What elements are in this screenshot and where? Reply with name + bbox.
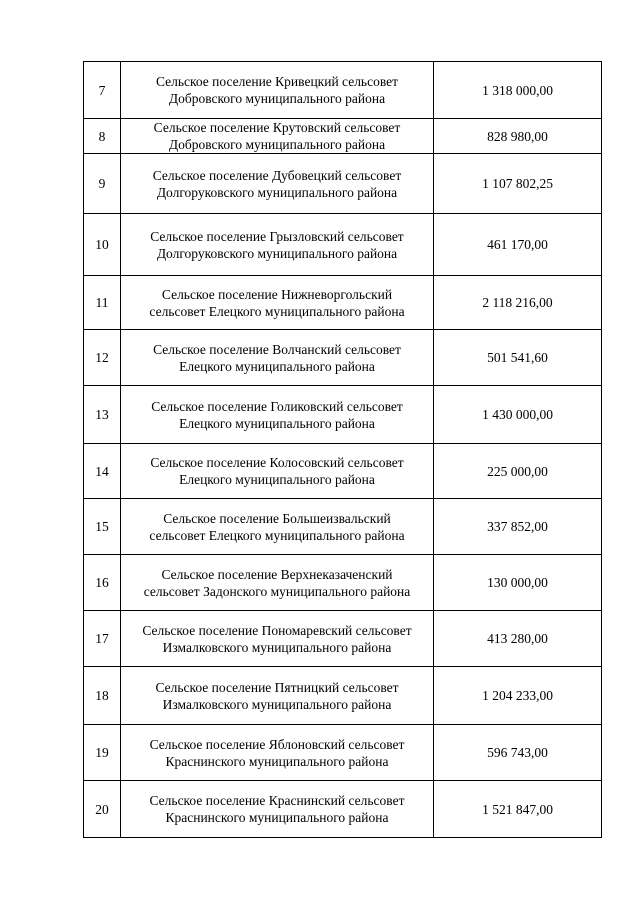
table-body: [84, 62, 602, 838]
table-row: [84, 444, 602, 499]
settlement-name-line-1: Сельское поселение Большеизвальский: [163, 510, 391, 526]
row-number: 11: [84, 276, 121, 330]
row-number: 16: [84, 555, 121, 611]
settlement-name: [121, 119, 434, 154]
settlement-name-line-1: Сельское поселение Голиковский сельсовет: [151, 398, 403, 414]
settlement-name-line-2: Измалковского муниципального района: [162, 639, 392, 655]
settlements-table: [83, 61, 602, 838]
settlement-name-line-1: Сельское поселение Верхнеказаченский: [161, 566, 393, 582]
amount-cell: 1 204 233,00: [434, 667, 602, 725]
amount-cell: 828 980,00: [434, 119, 602, 154]
settlement-name: [121, 214, 434, 276]
settlement-name-line-1: Сельское поселение Дубовецкий сельсовет: [152, 167, 402, 183]
table-row: [84, 119, 602, 154]
row-number: 15: [84, 499, 121, 555]
amount-cell: 1 521 847,00: [434, 781, 602, 838]
row-number: 9: [84, 154, 121, 214]
settlement-name: [121, 611, 434, 667]
amount-cell: 1 318 000,00: [434, 62, 602, 119]
settlement-name: [121, 330, 434, 386]
settlement-name: [121, 386, 434, 444]
settlement-name: [121, 154, 434, 214]
settlement-name: [121, 444, 434, 499]
row-number: 17: [84, 611, 121, 667]
amount-cell: 337 852,00: [434, 499, 602, 555]
amount-cell: 225 000,00: [434, 444, 602, 499]
table-row: [84, 330, 602, 386]
settlement-name-line-2: Долгоруковского муниципального района: [156, 245, 398, 261]
settlement-name: [121, 276, 434, 330]
row-number: 20: [84, 781, 121, 838]
table-row: [84, 781, 602, 838]
amount-cell: 2 118 216,00: [434, 276, 602, 330]
settlement-name-line-2: Елецкого муниципального района: [179, 358, 375, 374]
table-row: [84, 214, 602, 276]
table-row: [84, 386, 602, 444]
amount-cell: 130 000,00: [434, 555, 602, 611]
settlement-name: [121, 667, 434, 725]
settlement-name-line-2: Краснинского муниципального района: [165, 753, 389, 769]
settlement-name-line-1: Сельское поселение Кривецкий сельсовет: [155, 74, 399, 89]
settlement-name-line-2: Добровского муниципального района: [168, 91, 386, 106]
table-row: [84, 276, 602, 330]
settlement-name-line-2: Измалковского муниципального района: [162, 696, 392, 712]
settlement-name-line-1: Сельское поселение Грызловский сельсовет: [150, 228, 404, 244]
row-number: 19: [84, 725, 121, 781]
amount-cell: 1 107 802,25: [434, 154, 602, 214]
table-row: [84, 725, 602, 781]
settlement-name: [121, 555, 434, 611]
row-number: 10: [84, 214, 121, 276]
settlement-name-line-2: Краснинского муниципального района: [165, 810, 389, 825]
settlement-name-line-1: Сельское поселение Крутовский сельсовет: [153, 120, 401, 135]
amount-cell: 461 170,00: [434, 214, 602, 276]
table-row: [84, 154, 602, 214]
settlement-name-line-2: Елецкого муниципального района: [179, 472, 375, 487]
settlement-name-line-2: Долгоруковского муниципального района: [156, 184, 398, 200]
table-row: [84, 555, 602, 611]
table-row: [84, 62, 602, 119]
row-number: 7: [84, 62, 121, 119]
table-row: [84, 611, 602, 667]
amount-cell: 1 430 000,00: [434, 386, 602, 444]
settlement-name-line-2: сельсовет Задонского муниципального района: [143, 583, 411, 599]
settlement-name: [121, 62, 434, 119]
settlement-name-line-1: Сельское поселение Колосовский сельсовет: [150, 455, 404, 470]
amount-cell: 413 280,00: [434, 611, 602, 667]
settlement-name-line-1: Сельское поселение Краснинский сельсовет: [149, 793, 405, 808]
settlement-name-line-1: Сельское поселение Нижневоргольский: [161, 286, 393, 302]
settlement-name-line-2: Добровского муниципального района: [168, 137, 386, 152]
row-number: 13: [84, 386, 121, 444]
row-number: 8: [84, 119, 121, 154]
settlement-name: [121, 781, 434, 838]
table-row: [84, 667, 602, 725]
amount-cell: 596 743,00: [434, 725, 602, 781]
row-number: 12: [84, 330, 121, 386]
settlement-name-line-1: Сельское поселение Пятницкий сельсовет: [155, 679, 399, 695]
amount-cell: 501 541,60: [434, 330, 602, 386]
row-number: 18: [84, 667, 121, 725]
settlement-name-line-2: Елецкого муниципального района: [179, 415, 375, 431]
settlement-name-line-1: Сельское поселение Пономаревский сельсовет: [142, 622, 412, 638]
table-row: [84, 499, 602, 555]
settlement-name-line-1: Сельское поселение Волчанский сельсовет: [153, 341, 401, 357]
row-number: 14: [84, 444, 121, 499]
settlement-name-line-1: Сельское поселение Яблоновский сельсовет: [149, 736, 405, 752]
settlement-name-line-2: сельсовет Елецкого муниципального района: [149, 527, 405, 543]
settlement-name: [121, 725, 434, 781]
settlement-name: [121, 499, 434, 555]
settlement-name-line-2: сельсовет Елецкого муниципального района: [149, 303, 405, 319]
